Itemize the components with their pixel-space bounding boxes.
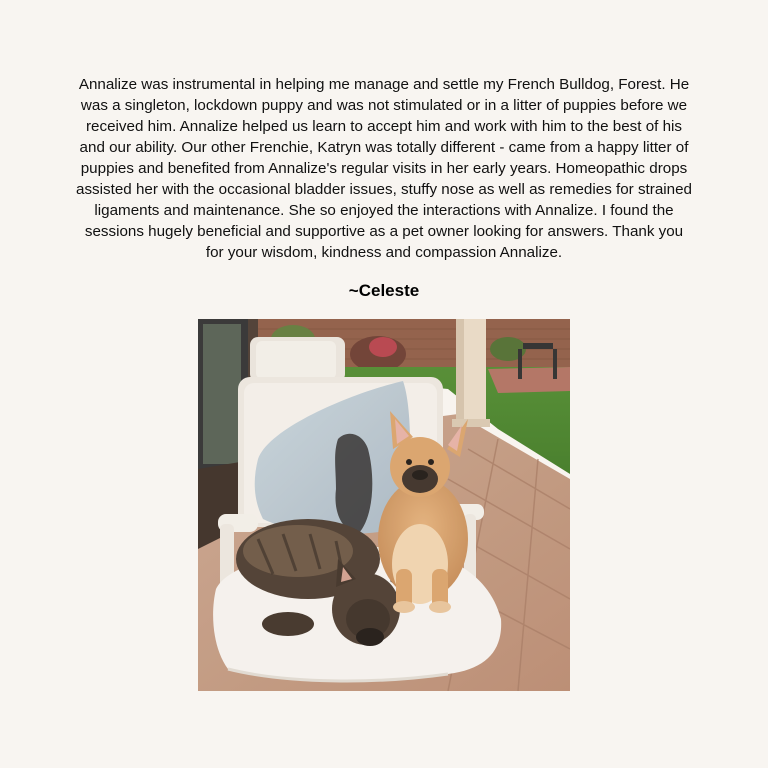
dogs-photo-illustration bbox=[198, 319, 570, 691]
testimonial-author: ~Celeste bbox=[348, 281, 420, 300]
testimonial-text: Annalize was instrumental in helping me manage and settle my French Bulldog, Forest. He was a singleton, lockdown puppy and was not stimulated or in a litter of puppies before we received him. Annalize helped us learn to accept him and work with him to the best of his and our ability. Our other Frenchie, Katryn was totally different - came from a happy litter of puppies and benefited from Annalize's regular visits in her early years. Homeopathic drops assisted her with the occasional bladder issues, stuffy nose as well as remedies for strained ligaments and maintenance. She so enjoyed the interactions with Annalize. I found the sessions hugely beneficial and supportive as a pet owner looking for answers. Thank you for your wisdom, kindness and compassion Annalize. bbox=[76, 76, 692, 261]
dogs-photo bbox=[198, 319, 570, 691]
